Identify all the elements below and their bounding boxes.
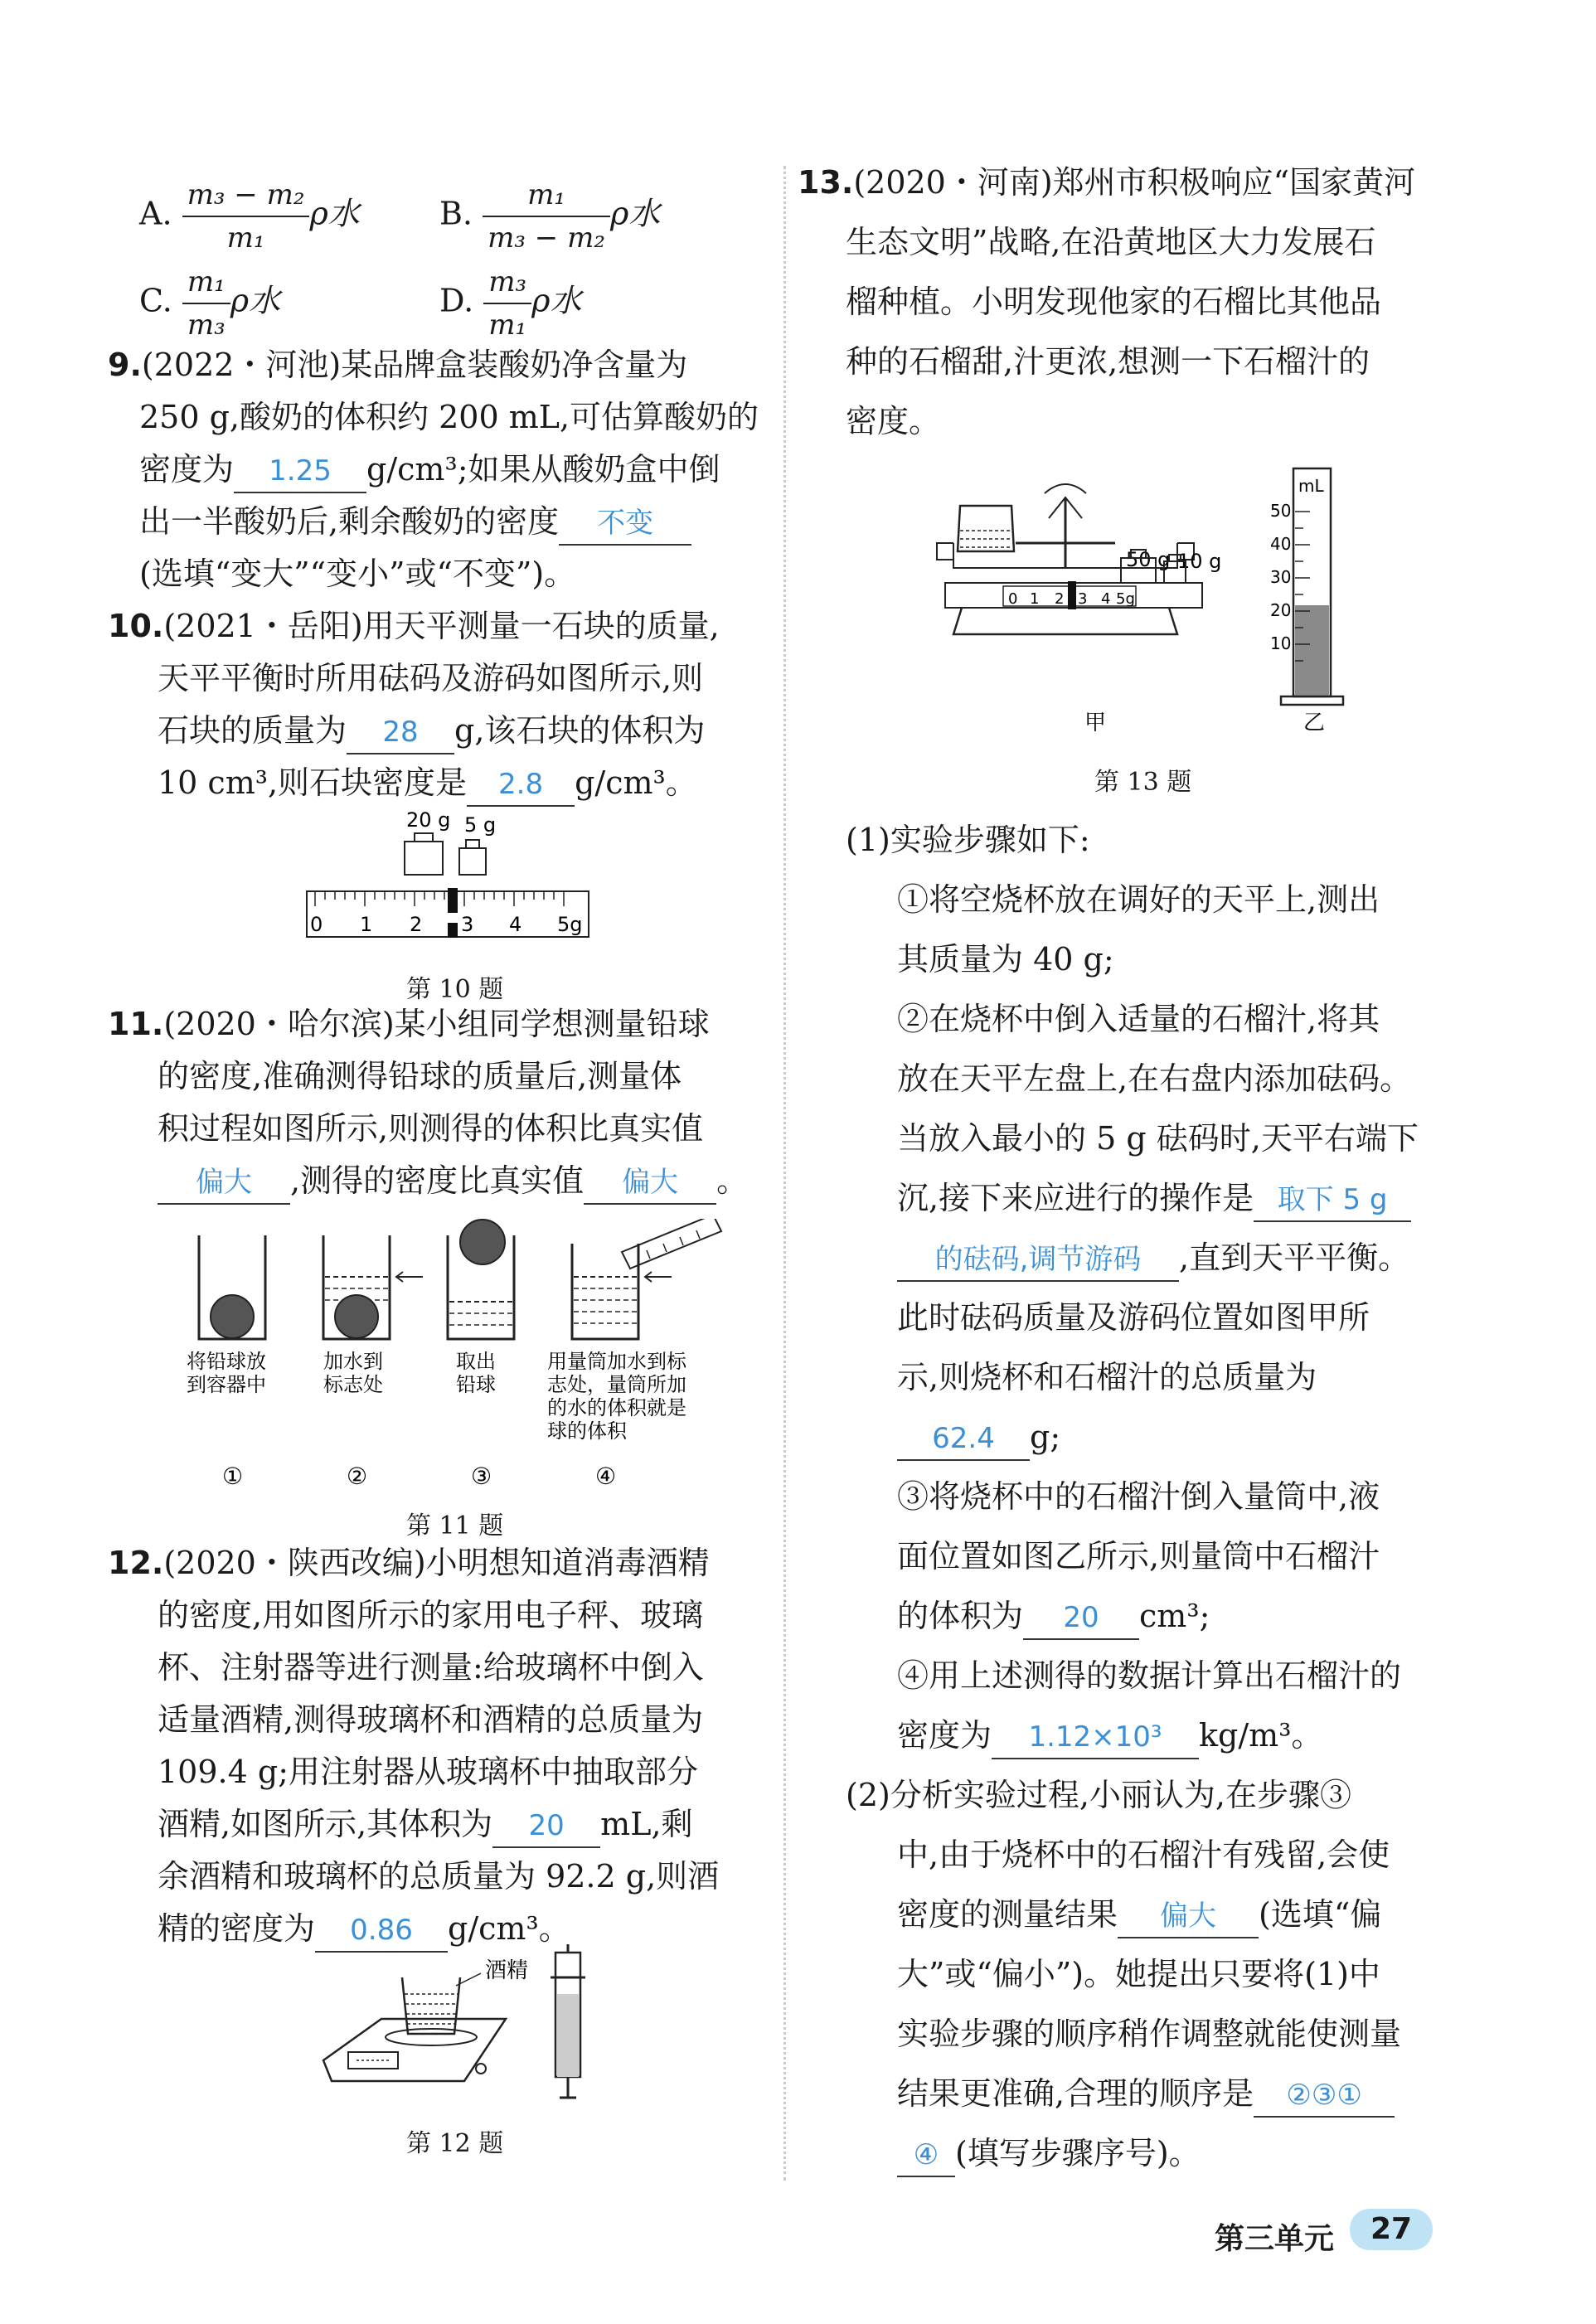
- text: 。: [716, 1162, 749, 1199]
- q13-line-2: 生态文明”战略,在沿黄地区大力发展石: [846, 224, 1376, 260]
- rho-symbol: ρ水: [609, 195, 661, 232]
- q13-step-3a: ③将烧杯中的石榴汁倒入量筒中,液: [897, 1478, 1380, 1515]
- q12-line-1: [108, 1542, 710, 1584]
- balance: [937, 484, 1221, 634]
- weight-5g-label: 5 g: [464, 813, 497, 837]
- q10-caption: 第 10 题: [406, 975, 504, 1004]
- q13-part2-c: [897, 1894, 1381, 1938]
- q12-line-3: 杯、注射器等进行测量:给玻璃杯中倒入: [158, 1649, 704, 1686]
- q13-step-4a: ④用上述测得的数据计算出石榴汁的: [897, 1657, 1402, 1694]
- q12-figure: [315, 1944, 630, 2110]
- q10-figure: [298, 808, 605, 949]
- answer-blank: 20: [492, 1805, 600, 1848]
- q9-line-3: [139, 449, 720, 493]
- q9-line-4: [139, 501, 691, 546]
- q11-figure: [174, 1219, 738, 1526]
- tick-label: 2: [410, 913, 423, 936]
- step-4-label: 用量筒加水到标: [547, 1350, 686, 1373]
- tick-label: 3: [461, 913, 474, 936]
- container-4: [572, 1219, 721, 1339]
- beaker: [958, 506, 1014, 551]
- text: 密度为: [897, 1717, 992, 1754]
- denominator: m₃ − m₂: [488, 221, 605, 255]
- text: (填写步骤序号)。: [955, 2135, 1201, 2171]
- q13-figure: [929, 452, 1376, 750]
- q13-line-1: [798, 162, 1415, 203]
- q13-part2-a: (2)分析实验过程,小丽认为,在步骤③: [846, 1777, 1351, 1813]
- q13-line-4: 种的石榴甜,汁更浓,想测一下石榴汁的: [846, 343, 1370, 380]
- fraction: [182, 174, 310, 259]
- cylinder-tick: 30: [1270, 567, 1292, 587]
- q13-step-2c: 当放入最小的 5 g 砝码时,天平右端下: [897, 1120, 1419, 1157]
- weight-20g: [405, 842, 443, 875]
- text: (2021・岳阳)用天平测量一石块的质量,: [163, 608, 720, 644]
- option-letter: C.: [139, 282, 172, 319]
- text: ,直到天平平衡。: [1179, 1240, 1410, 1276]
- q11-line-1: [108, 1003, 710, 1045]
- question-number: 12.: [108, 1545, 164, 1581]
- q10-line-4: [158, 762, 697, 807]
- q13-step-2b: 放在天平左盘上,在右盘内添加砝码。: [897, 1060, 1412, 1097]
- q13-caption: 第 13 题: [1094, 768, 1192, 797]
- answer-blank: 62.4: [897, 1418, 1030, 1461]
- container-3: [448, 1220, 514, 1339]
- q13-part2-d: 大”或“偏小”)。她提出只要将(1)中: [897, 1956, 1380, 1992]
- numerator: m₃ − m₂: [182, 174, 310, 217]
- answer-blank: 20: [1023, 1597, 1139, 1640]
- q13-step-intro: (1)实验步骤如下:: [846, 822, 1090, 858]
- text: 10 cm³,则石块密度是: [158, 764, 468, 801]
- q13-step-2f: 此时砝码质量及游码位置如图甲所: [897, 1299, 1370, 1336]
- text: (2020・河南)郑州市积极响应“国家黄河: [853, 164, 1416, 201]
- step-2-label: 标志处: [323, 1373, 383, 1396]
- tick-label: 3: [1078, 590, 1088, 608]
- balance-base: [953, 608, 1177, 634]
- figure-b-label: 乙: [1303, 711, 1326, 735]
- answer-blank: 偏大: [1118, 1895, 1259, 1938]
- denominator: m₁: [226, 221, 265, 255]
- q13-step-2d: [897, 1177, 1411, 1222]
- measuring-cylinder-pouring: [622, 1219, 721, 1269]
- tick-label: 0: [1008, 590, 1018, 608]
- text: 石块的质量为: [158, 712, 347, 749]
- text: g;: [1030, 1419, 1061, 1455]
- tick-label: 1: [1030, 590, 1040, 608]
- scale-minor-ticks: [315, 891, 564, 906]
- step-2-mark: ②: [347, 1463, 368, 1490]
- figure-a-label: 甲: [1084, 711, 1107, 735]
- step-3-mark: ③: [471, 1463, 492, 1490]
- q13-step-2g: 示,则烧杯和石榴汁的总质量为: [897, 1359, 1317, 1395]
- q10-line-1: [108, 605, 720, 647]
- q13-line-3: 榴种植。小明发现他家的石榴比其他品: [846, 284, 1382, 320]
- q13-step-3c: [897, 1595, 1210, 1640]
- container-2: [323, 1235, 423, 1339]
- graduated-cylinder: [1270, 468, 1343, 705]
- step-4-label: 的水的体积就是: [547, 1396, 686, 1419]
- question-number: 13.: [798, 164, 854, 201]
- column-divider: [783, 166, 786, 2181]
- q11-line-2: 的密度,准确测得铅球的质量后,测量体: [158, 1058, 682, 1094]
- text: 沉,接下来应进行的操作是: [897, 1180, 1254, 1216]
- q9-line-2: 250 g,酸奶的体积约 200 mL,可估算酸奶的: [139, 399, 759, 435]
- fraction: [483, 174, 610, 259]
- text: 结果更准确,合理的顺序是: [897, 2075, 1254, 2112]
- text: 密度的测量结果: [897, 1896, 1118, 1933]
- denominator: m₁: [488, 308, 527, 342]
- text: (2020・陕西改编)小明想知道消毒酒精: [163, 1545, 710, 1581]
- q11-caption: 第 11 题: [406, 1511, 504, 1540]
- text: (2020・哈尔滨)某小组同学想测量铅球: [163, 1006, 710, 1042]
- tick-label: 4: [1101, 590, 1111, 608]
- step-1-label: 到容器中: [187, 1373, 266, 1396]
- q12-line-4: 适量酒精,测得玻璃杯和酒精的总质量为: [158, 1701, 704, 1738]
- electronic-scale: [323, 2019, 506, 2081]
- q12-line-6: [158, 1803, 693, 1848]
- q13-part2-e: 实验步骤的顺序稍作调整就能使测量: [897, 2016, 1402, 2052]
- denominator: m₃: [187, 308, 226, 342]
- answer-blank: 取下 5 g: [1254, 1179, 1411, 1222]
- container-1: [199, 1235, 265, 1339]
- q11-line-3: 积过程如图所示,则测得的体积比真实值: [158, 1110, 704, 1147]
- text: g/cm³。: [448, 1910, 570, 1947]
- answer-blank: ②③①: [1254, 2074, 1395, 2118]
- fraction: [182, 261, 230, 346]
- tick-label: 0: [310, 913, 323, 936]
- text: (2022・河池)某品牌盒装酸奶净含量为: [141, 347, 688, 383]
- syringe: [551, 1944, 585, 2098]
- weight-50g-label: 50 g: [1126, 548, 1171, 571]
- rider-marker: [448, 888, 458, 913]
- numerator: m₁: [483, 174, 610, 217]
- q10-line-2: 天平平衡时所用砝码及游码如图所示,则: [158, 660, 704, 696]
- fraction: [483, 261, 531, 346]
- option-d: [439, 261, 582, 346]
- tick-label: 2: [1055, 590, 1065, 608]
- option-b: [439, 174, 660, 259]
- weight-20g-knob: [415, 833, 433, 842]
- cylinder-tick: 50: [1270, 501, 1292, 521]
- text: mL,剩: [600, 1806, 693, 1842]
- weight-20g-label: 20 g: [406, 808, 451, 832]
- q13-step-2a: ②在烧杯中倒入适量的石榴汁,将其: [897, 1001, 1380, 1037]
- q13-step-1b: 其质量为 40 g;: [897, 941, 1114, 978]
- answer-blank: 不变: [559, 502, 691, 546]
- question-number: 11.: [108, 1006, 164, 1042]
- cylinder-tick: 20: [1270, 600, 1292, 620]
- text: (选填“偏: [1259, 1896, 1382, 1933]
- weight-10g-label: 10 g: [1177, 550, 1222, 573]
- option-letter: D.: [439, 282, 474, 319]
- option-letter: B.: [439, 195, 473, 232]
- q12-line-7: 余酒精和玻璃杯的总质量为 92.2 g,则酒: [158, 1858, 720, 1895]
- step-1-mark: ①: [222, 1463, 244, 1490]
- tick-label: 5g: [557, 913, 583, 936]
- step-4-label: 球的体积: [547, 1419, 627, 1443]
- step-3-label: 铅球: [456, 1373, 496, 1396]
- text: 精的密度为: [158, 1910, 316, 1947]
- q12-caption: 第 12 题: [406, 2129, 504, 2158]
- q9-line-5: (选填“变大”“变小”或“不变”)。: [139, 556, 576, 592]
- cylinder-tick: 10: [1270, 633, 1292, 653]
- option-c: [139, 261, 280, 346]
- option-a: [139, 174, 360, 259]
- q13-step-2e: [897, 1237, 1409, 1282]
- q13-step-4b: [897, 1715, 1322, 1759]
- text: g,该石块的体积为: [454, 712, 706, 749]
- q11-line-4: [158, 1160, 748, 1205]
- rider-marker-bottom: [448, 923, 458, 938]
- page-number: 27: [1350, 2209, 1433, 2250]
- text: 的体积为: [897, 1598, 1024, 1634]
- text: 酒精,如图所示,其体积为: [158, 1806, 493, 1842]
- step-4-mark: ④: [595, 1463, 617, 1490]
- numerator: m₁: [182, 261, 230, 304]
- step-3-label: 取出: [456, 1350, 496, 1373]
- answer-blank: 偏大: [158, 1162, 290, 1205]
- rho-symbol: ρ水: [309, 195, 360, 232]
- q10-line-3: [158, 710, 705, 754]
- cylinder-unit: mL: [1298, 476, 1324, 496]
- question-number: 10.: [108, 608, 164, 644]
- text: ,测得的密度比真实值: [290, 1162, 585, 1199]
- unit-label: 第三单元: [1215, 2222, 1335, 2256]
- answer-blank: 2.8: [467, 764, 575, 807]
- alcohol-label: 酒精: [485, 1958, 529, 1983]
- q13-step-2h: [897, 1416, 1060, 1461]
- q13-step-1a: ①将空烧杯放在调好的天平上,测出: [897, 881, 1380, 918]
- step-1-label: 将铅球放: [187, 1350, 266, 1373]
- q13-part2-g: [897, 2132, 1201, 2177]
- tick-label: 4: [509, 913, 522, 936]
- text: 出一半酸奶后,剩余酸奶的密度: [139, 503, 560, 540]
- step-2-label: 加水到: [323, 1350, 383, 1373]
- answer-blank: 1.25: [234, 450, 366, 493]
- cylinder-tick: 40: [1270, 534, 1292, 554]
- step-4-label: 志处，量筒所加: [547, 1373, 686, 1396]
- question-number: 9.: [108, 347, 142, 383]
- q12-line-2: 的密度,用如图所示的家用电子秤、玻璃: [158, 1597, 704, 1633]
- q13-line-5: 密度。: [846, 403, 941, 439]
- q9-line-1: [108, 344, 687, 386]
- text: g/cm³;如果从酸奶盒中倒: [366, 451, 720, 488]
- option-letter: A.: [139, 195, 172, 232]
- answer-blank: ④: [897, 2134, 955, 2177]
- weight-5g-knob: [466, 840, 479, 848]
- text: g/cm³。: [575, 764, 697, 801]
- weight-5g: [459, 848, 486, 875]
- text: kg/m³。: [1199, 1717, 1323, 1754]
- answer-blank: 的砝码,调节游码: [897, 1239, 1179, 1282]
- answer-blank: 28: [347, 711, 454, 754]
- text: 密度为: [139, 451, 235, 488]
- rider-marker: [1068, 581, 1076, 609]
- answer-blank: 0.86: [315, 1909, 448, 1953]
- tick-label: 5g: [1116, 590, 1135, 608]
- q13-part2-b: 中,由于烧杯中的石榴汁有残留,会使: [897, 1836, 1390, 1873]
- glass-cup: [402, 1977, 460, 2034]
- tick-label: 1: [360, 913, 373, 936]
- text: cm³;: [1139, 1598, 1210, 1634]
- q12-line-5: 109.4 g;用注射器从玻璃杯中抽取部分: [158, 1754, 698, 1790]
- rho-symbol: ρ水: [531, 282, 582, 319]
- answer-blank: 1.12×10³: [992, 1716, 1199, 1759]
- answer-blank: 偏大: [584, 1162, 716, 1205]
- rho-symbol: ρ水: [230, 282, 281, 319]
- q13-part2-f: [897, 2073, 1395, 2118]
- numerator: m₃: [483, 261, 531, 304]
- q13-step-3b: 面位置如图乙所示,则量筒中石榴汁: [897, 1538, 1380, 1574]
